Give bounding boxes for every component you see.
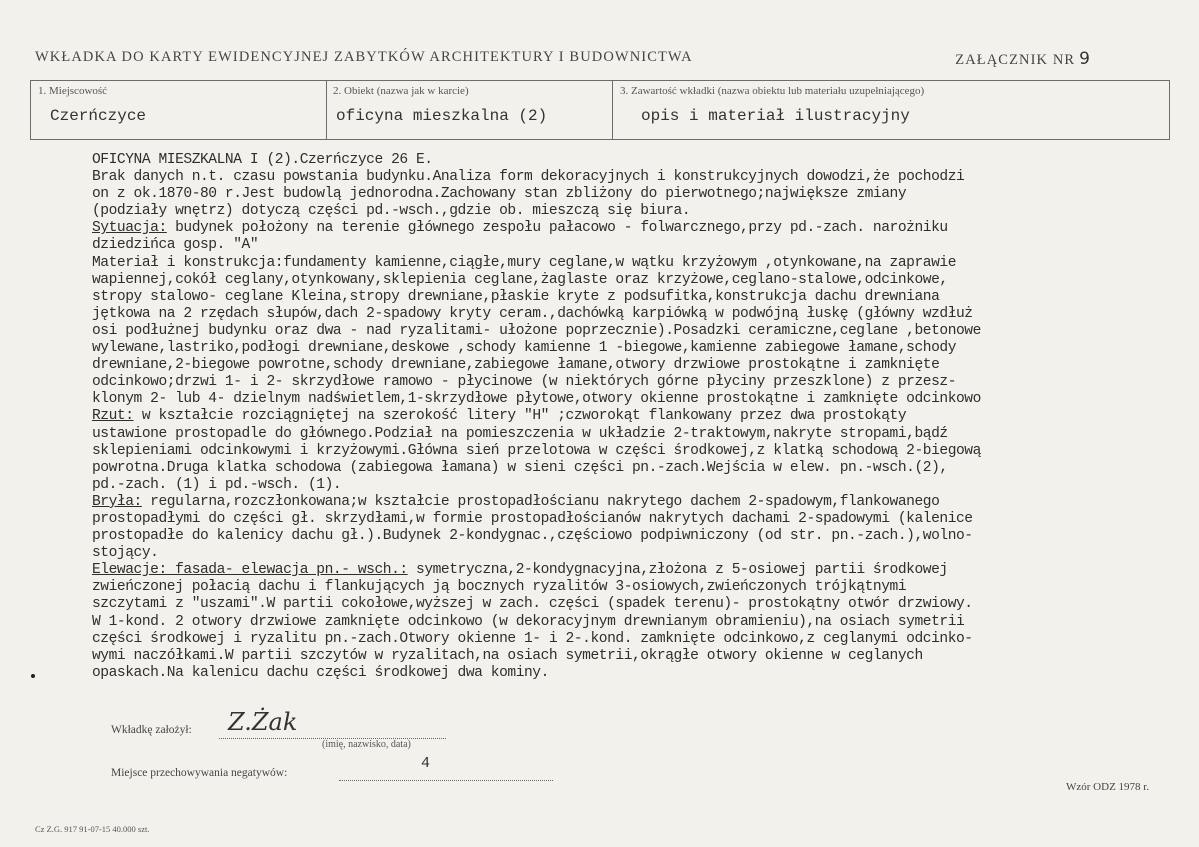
text-line: części środkowej i ryzalitu pn.-zach.Otwory okienne 1- i 2-.kond. zamknięte odcinkowo,z ceglanymi odcinko- [92,630,973,647]
text-line: symetryczna,2-kondygnacyjna,złożona z 5-osiowej partii środkowej [407,562,948,579]
field-object-value: oficyna mieszkalna (2) [336,107,548,125]
section-heading-situation: Sytuacja: [92,220,167,237]
author-label: Wkładkę założył: [111,724,192,736]
form-title: WKŁADKA DO KARTY EWIDENCYJNEJ ZABYTKÓW ARCHITEKTURY I BUDOWNICTWA [35,49,693,65]
text-line: wapiennej,cokół ceglany,otynkowany,sklepienia ceglane,żaglaste oraz krzyżowe,ceglano-stalowe,odcinkowe, [92,271,948,288]
text-line: budynek położony na terenie głównego zespołu pałacowo - folwarcznego,przy pd.-zach. narożniku [166,220,948,237]
text-line: jętkowa na 2 rzędach słupów,dach 2-spadowy kryty ceram.,dachówką karpiówką w podwójną łuskę (główny wzdłuż [92,305,973,322]
form-template-label: Wzór ODZ 1978 r. [1066,781,1150,793]
text-line: wymi naczółkami.W partii szczytów w ryzalitach,na osiach symetrii,okrągłe otwory okienne w ceglanych [92,647,923,664]
field-contents-value: opis i materiał ilustracyjny [641,107,910,125]
text-line: prostopadłe do kalenicy dachu gł.).Budynek 2-kondygnac.,częściowo podpiwniczony (od str. pn.-zach.),wolno- [92,528,973,545]
text-line: ustawione prostopadle do głównego.Podział na pomieszczenia w układzie 2-traktowym,nakryte stropami,bądź [92,425,948,442]
text-line: w kształcie rozciągniętej na szerokość litery "H" ;czworokąt flankowany przez dwa prostokąty [133,408,907,425]
field-locality [30,80,327,140]
section-heading-elevations: Elewacje: fasada- elewacja pn.- wsch.: [92,562,408,579]
text-line: osi podłużnej budynku oraz dwa - nad ryzalitami- ułożone poprzecznie).Posadzki ceramiczne,ceglane ,betonowe [92,322,981,339]
field-object [326,80,613,140]
text-line: powrotna.Druga klatka schodowa (zabiegowa łamana) w sieni części pn.-zach.Wejścia w elew. pn.-wsch.(2), [92,459,948,476]
attachment-number [955,49,1090,69]
margin-dot [31,674,35,678]
text-line: prostopadłymi do części gł. skrzydłami,w formie prostopadłościanów nakrytych dachami 2-spadowymi (kalenice [92,510,973,527]
print-id: Cz Z.G. 917 91-07-15 40.000 szt. [35,824,150,834]
text-line: wylewane,lastriko,podłogi drewniane,deskowe ,schody kamienne 1 -biegowe,kamienne zabiegowe łamane,schody [92,340,956,357]
author-signature: Z.Żak [228,708,298,736]
field-object-label: 2. Obiekt (nazwa jak w karcie) [333,85,469,97]
text-line: drewniane,2-biegowe powrotne,schody drewniane,zabiegowe łamane,otwory drzwiowe prostokątne i zamknięte [92,357,940,374]
text-line: opaskach.Na kalenicu dachu części środkowej dwa kominy. [92,664,549,681]
description-text [92,152,1182,682]
section-heading-massing: Bryła: [92,493,142,510]
text-line: pd.-zach. (1) i pd.-wsch. (1). [92,476,342,493]
text-line: on z ok.1870-80 r.Jest budowlą jednorodna.Zachowany stan zbliżony do pierwotnego;największe zmiany [92,186,907,203]
negatives-label: Miejsce przechowywania negatywów: [111,767,288,779]
text-line: W 1-kond. 2 otwory drzwiowe zamknięte odcinkowo (w dekoracyjnym drewnianym obramieniu),na osiach symetrii [92,613,965,630]
field-contents-label: 3. Zawartość wkładki (nazwa obiektu lub materiału uzupełniającego) [620,85,925,97]
field-locality-label: 1. Miejscowość [38,85,108,97]
negatives-line [339,780,553,781]
text-line: regularna,rozczłonkowana;w kształcie prostopadłościanu nakrytego dachem 2-spadowym,flankowanego [141,493,940,510]
text-line: Brak danych n.t. czasu powstania budynku.Analiza form dekoracyjnych i konstrukcyjnych dowodzi,że pochodzi [92,169,965,186]
negatives-value: 4 [421,755,431,772]
text-line: Materiał i konstrukcja:fundamenty kamienne,ciągłe,mury ceglane,w wątku krzyżowym ,otynkowane,na zaprawie [92,254,956,271]
text-line: (podziały wnętrz) dotyczą części pd.-wsch.,gdzie ob. mieszczą się biura. [92,203,691,220]
author-hint: (imię, nazwisko, data) [322,739,411,750]
attachment-number-value: 9 [1079,49,1090,69]
text-line: stojący. [92,545,159,562]
text-line: stropy stalowo- ceglane Kleina,stropy drewniane,płaskie kryte z podsufitka,konstrukcja dachu drewniana [92,288,940,305]
field-contents [613,80,1170,140]
attachment-label: ZAŁĄCZNIK NR [955,52,1076,68]
text-line: odcinkowo;drzwi 1- i 2- skrzydłowe ramowo - płycinowe (w niektórych górne płyciny przeszklone) z przesz- [92,374,956,391]
text-line: OFICYNA MIESZKALNA I (2).Czerńczyce 26 E. [92,152,433,168]
text-line: szczytami z "uszami".W partii cokołowe,wyższej w zach. części (spadek terenu)- prostokątny otwór drzwiowy. [92,596,973,613]
section-heading-plan: Rzut: [92,408,134,425]
text-line: klonym 2- lub 4- dzielnym nadświetlem,1-skrzydłowe płytowe,otwory okienne prostokątne i zamknięte odcinkowo [92,391,981,408]
text-line: dziedzińca gosp. "A" [92,237,259,254]
text-line: sklepieniami odcinkowymi i krzyżowymi.Główna sień przelotowa w części środkowej,z klatką schodową 2-biegową [92,442,981,459]
field-locality-value: Czerńczyce [50,107,147,125]
text-line: zwieńczonej połacią dachu i flankujących ją bocznych ryzalitów 3-osiowych,zwieńczonych trójkątnymi [92,579,907,596]
